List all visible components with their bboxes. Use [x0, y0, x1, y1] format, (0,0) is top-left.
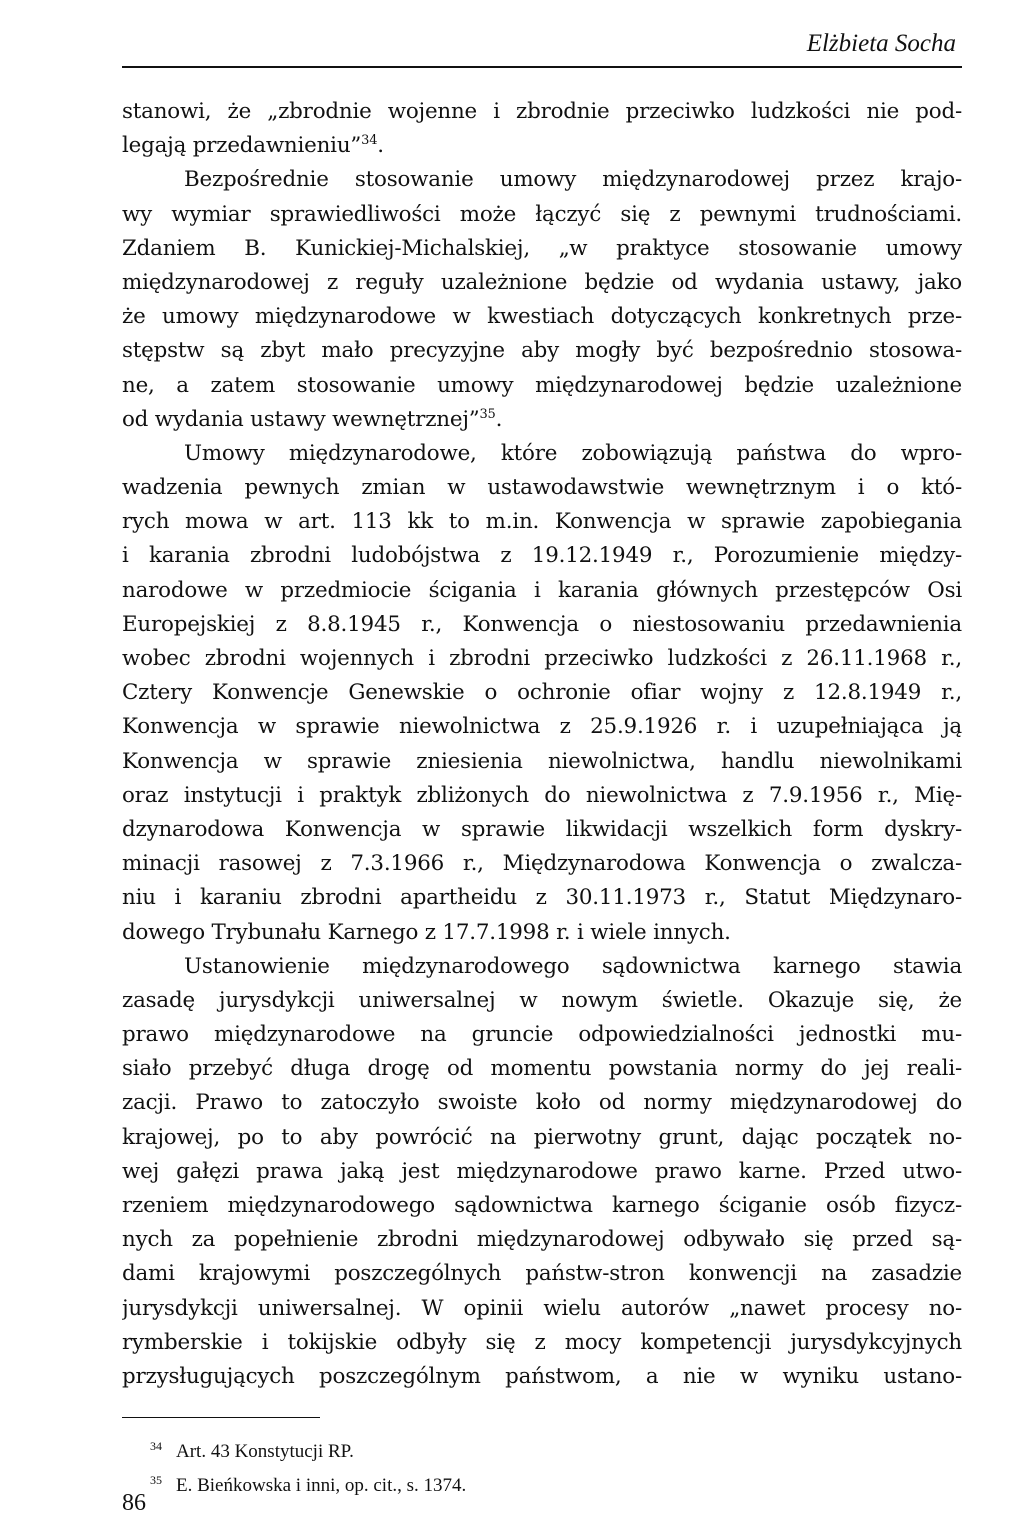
- text-line: niu i karaniu zbrodni apartheidu z 30.11.1973 r., Statut Międzynaro-: [122, 885, 962, 911]
- footnote-number: 35: [150, 1473, 162, 1487]
- text-line: Konwencja w sprawie niewolnictwa z 25.9.1926 r. i uzupełniająca ją: [122, 714, 962, 740]
- text-line: jurysdykcji uniwersalnej. W opinii wielu autorów „nawet procesy no-: [122, 1295, 962, 1321]
- text-line: prawo międzynarodowe na gruncie odpowiedzialności jednostki mu-: [122, 1022, 962, 1048]
- footnote-text: Art. 43 Konstytucji RP.: [176, 1441, 354, 1462]
- footnote-reference: 35: [479, 406, 496, 422]
- footnote-reference: 34: [361, 133, 378, 149]
- text-line: legają przedawnieniu”$^{34}$.: [122, 133, 384, 159]
- text-line: wej gałęzi prawa jaką jest międzynarodowe prawo karne. Przed utwo-: [122, 1158, 962, 1184]
- text-line: międzynarodowej z reguły uzależnione będzie od wydania ustawy, jako: [122, 269, 962, 295]
- text-line: rymberskie i tokijskie odbyły się z mocy kompetencji jurysdykcyjnych: [122, 1329, 962, 1355]
- body-text: [122, 95, 962, 1394]
- text-line: Ustanowienie międzynarodowego sądownictwa karnego stawia: [184, 953, 962, 979]
- footnote-separator: [122, 1417, 320, 1418]
- text-line: dami krajowymi poszczególnych państw-stron konwencji na zasadzie: [122, 1261, 962, 1287]
- text-line: rzeniem międzynarodowego sądownictwa karnego ściganie osób fizycz-: [122, 1193, 962, 1218]
- text-line: narodowe w przedmiocie ścigania i karania głównych przestępców Osi: [122, 577, 962, 603]
- text-line: wobec zbrodni wojennych i zbrodni przeciwko ludzkości z 26.11.1968 r.,: [122, 646, 962, 671]
- text-line: Bezpośrednie stosowanie umowy międzynarodowej przez krajo-: [184, 167, 962, 193]
- text-line: rych mowa w art. 113 kk to m.in. Konwencja w sprawie zapobiegania: [122, 509, 962, 535]
- text-line: nych za popełnienie zbrodni międzynarodowej odbywało się przed są-: [122, 1227, 962, 1253]
- text-line: zacji. Prawo to zatoczyło swoiste koło od normy międzynarodowej do: [122, 1090, 962, 1116]
- text-line: dzynarodowa Konwencja w sprawie likwidacji wszelkich form dyskry-: [122, 816, 962, 842]
- text-line: przysługujących poszczególnym państwom, a nie w wyniku ustano-: [122, 1363, 962, 1389]
- footnote: [150, 1466, 950, 1500]
- header-rule: [122, 66, 962, 68]
- text-line: zasadę jurysdykcji uniwersalnej w nowym świetle. Okazuje się, że: [122, 987, 962, 1013]
- text-line: oraz instytucji i praktyk zbliżonych do niewolnictwa z 7.9.1956 r., Mię-: [122, 782, 962, 808]
- footnote: [150, 1432, 950, 1466]
- text-line: i karania zbrodni ludobójstwa z 19.12.1949 r., Porozumienie między-: [122, 543, 962, 569]
- text-line: wy wymiar sprawiedliwości może łączyć się z pewnymi trudnościami.: [122, 201, 962, 227]
- text-line: wadzenia pewnych zmian w ustawodawstwie wewnętrznym i o któ-: [122, 475, 962, 501]
- footnote-number: 34: [150, 1439, 162, 1453]
- text-line: dowego Trybunału Karnego z 17.7.1998 r. i wiele innych.: [122, 919, 731, 945]
- text-line: ne, a zatem stosowanie umowy międzynarodowej będzie uzależnione: [122, 372, 962, 398]
- text-line: że umowy międzynarodowe w kwestiach dotyczących konkretnych prze-: [122, 304, 962, 330]
- running-header: [122, 30, 962, 68]
- footnotes: [150, 1432, 950, 1500]
- page-number: 86: [122, 1490, 146, 1516]
- text-line: stępstw są zbyt mało precyzyjne aby mogły być bezpośrednio stosowa-: [122, 338, 962, 364]
- text-line: siało przebyć długa drogę od momentu powstania normy do jej reali-: [122, 1056, 962, 1082]
- text-line: Konwencja w sprawie zniesienia niewolnictwa, handlu niewolnikami: [122, 748, 962, 774]
- header-author: Elżbieta Socha: [806, 30, 956, 57]
- text-line: Cztery Konwencje Genewskie o ochronie ofiar wojny z 12.8.1949 r.,: [122, 680, 962, 706]
- text-line: Zdaniem B. Kunickiej-Michalskiej, „w praktyce stosowanie umowy: [122, 235, 962, 261]
- text-line: krajowej, po to aby powrócić na pierwotny grunt, dając początek no-: [122, 1124, 962, 1150]
- text-line: od wydania ustawy wewnętrznej”$^{35}$.: [122, 406, 503, 432]
- footnote-text: E. Bieńkowska i inni, op. cit., s. 1374.: [176, 1475, 467, 1496]
- text-line: Umowy międzynarodowe, które zobowiązują państwa do wpro-: [184, 440, 962, 466]
- text-line: stanowi, że „zbrodnie wojenne i zbrodnie przeciwko ludzkości nie pod-: [122, 99, 962, 124]
- text-line: minacji rasowej z 7.3.1966 r., Międzynarodowa Konwencja o zwalcza-: [122, 851, 962, 877]
- text-line: Europejskiej z 8.8.1945 r., Konwencja o niestosowaniu przedawnienia: [122, 611, 962, 637]
